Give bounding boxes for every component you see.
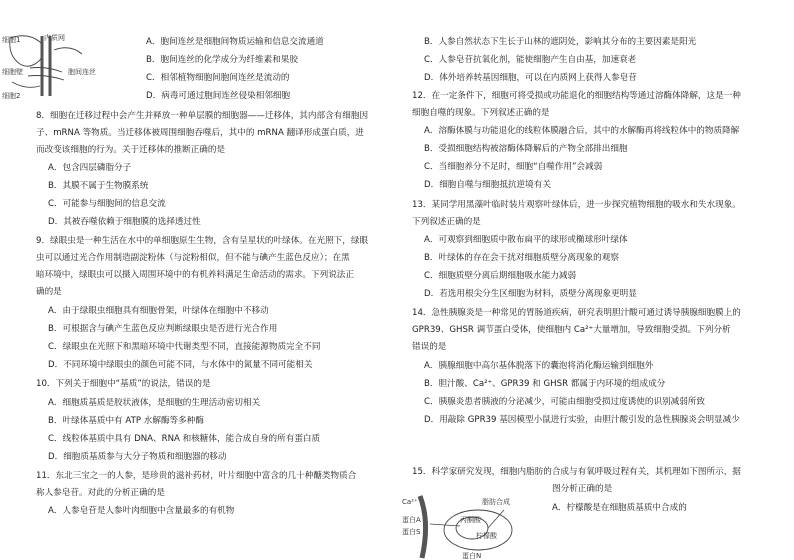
q8-stem-line: 而改变该细胞的行为。关于迁移体的推断正确的是 <box>36 145 226 155</box>
q12-stem-line: 细胞自噬的现象。下列叙述正确的是 <box>412 108 550 118</box>
q14-option-c: C．胰腺炎患者胰液的分泌减少，可能由细胞受损过度诱使的识别减弱所致 <box>424 397 706 407</box>
figure2-label-citrate: 柠檬酸 <box>476 532 497 540</box>
q10-option-b: B．叶绿体基质中有 ATP 水解酶等多种酶 <box>48 416 204 426</box>
q15-stem-line: 图分析正确的是 <box>552 484 613 494</box>
q14-option-d: D．用敲除 GPR39 基因模型小鼠进行实验，由胆汁酸引发的急性胰腺炎会明显减少 <box>424 415 740 425</box>
q15-stem-line: 15．科学家研究发现，细胞内脂肪的合成与有氧呼吸过程有关，其机理如下图所示，据 <box>412 467 741 477</box>
option-b: B．胞间连丝的化学成分为纤维素和果胶 <box>146 55 298 65</box>
q13-stem-line: 13．某同学用黑藻叶临时装片观察叶绿体后，进一步探究植物细胞的吸水和失水现象。 <box>412 200 741 210</box>
q12-option-d: D．细胞自噬与细胞抵抗逆境有关 <box>424 180 551 190</box>
q13-option-c: C．细胞质壁分离后期细胞吸水能力减弱 <box>424 271 577 281</box>
q11-stem-line: 称人参皂苷。对此的分析正确的是 <box>36 488 165 498</box>
q14-option-a: A．胰腺细胞中高尔基体脱落下的囊泡将消化酶运输到细胞外 <box>424 361 654 371</box>
q13-option-d: D．若选用根尖分生区细胞为材料，质壁分离现象更明显 <box>424 289 637 299</box>
q10-stem-line: 10．下列关于细胞中“基质”的说法，错误的是 <box>36 379 211 389</box>
q12-option-b: B．受损细胞结构被溶酶体降解后的产物全部排出细胞 <box>424 144 628 154</box>
q15-option-a: A．柠檬酸是在细胞质基质中合成的 <box>552 503 687 513</box>
option-a: A．胞间连丝是细胞间物质运输和信息交流通道 <box>146 37 324 47</box>
q14-stem-line: 错误的是 <box>412 342 447 352</box>
q12-option-c: C．当细胞养分不足时，细胞“自噬作用”会减弱 <box>424 162 603 172</box>
figure2-label-pyruvate: 丙酮酸 <box>460 516 481 524</box>
q8-option-b: B．其膜不属于生物膜系统 <box>48 181 149 191</box>
q8-stem-line: 子、mRNA 等物质。当迁移体被周围细胞吞噬后，其中的 mRNA 翻译形成蛋白质，进 <box>36 128 364 138</box>
q12-stem-line: 12．在一定条件下，细胞可将受损或功能退化的细胞结构等通过溶酶体降解，这是一种 <box>412 91 741 101</box>
option-d: D．病毒可通过胞间连丝侵染相邻细胞 <box>146 91 291 101</box>
figure2-label-calcium: Ca²⁺ <box>402 498 418 506</box>
q8-option-a: A．包含四层磷脂分子 <box>48 163 132 173</box>
figure2-label-fat-synthesis: 脂肪合成 <box>482 498 510 506</box>
q11-stem-line: 11．东北三宝之一的人参，是珍贵的滋补药材，叶片细胞中富含的几十种醣类物质合 <box>36 471 357 481</box>
q12-option-a: A．溶酶体膜与功能退化的线粒体膜融合后，其中的水解酶再将线粒体中的物质降解 <box>424 126 740 136</box>
figure2-label-protein-s: 蛋白S <box>402 528 421 536</box>
q11-option-d: D．体外培养转基因细胞，可以在内质网上获得人参皂苷 <box>424 73 637 83</box>
q14-option-b: B．胆汁酸、Ca²⁺、GPR39 和 GHSR 都属于内环境的组成成分 <box>424 379 666 389</box>
q8-stem-line: 8．细胞在迁移过程中会产生并释放一种单层膜的细胞器——迁移体，其内部含有细胞因 <box>36 111 369 121</box>
lipid-synthesis-diagram <box>400 492 528 560</box>
figure1-label-er: 内质网 <box>44 34 65 42</box>
figure1-label-cell2: 细胞2 <box>2 92 21 100</box>
q8-option-d: D．其被吞噬依赖于细胞膜的选择透过性 <box>48 217 201 227</box>
q11-option-a: A．人参皂苷是人参叶肉细胞中含量最多的有机物 <box>48 506 235 516</box>
q9-option-a: A．由于绿眼虫细胞具有细胞骨架，叶绿体在细胞中不移动 <box>48 306 269 316</box>
figure1-label-cell-wall: 细胞壁 <box>2 68 23 76</box>
q8-option-c: C．可能参与细胞间的信息交流 <box>48 199 166 209</box>
q11-option-c: C．人参皂苷抗氧化剂，能使细胞产生自由基，加速衰老 <box>424 55 637 65</box>
q14-stem-line: 14．急性胰腺炎是一种常见的胃肠道疾病，研究表明胆汁酸可通过诱导胰腺细胞膜上的 <box>412 308 741 318</box>
q9-option-b: B．可根据含与碘产生蓝色反应判断绿眼虫是否进行光合作用 <box>48 324 278 334</box>
plasmodesmata-diagram <box>0 30 108 100</box>
q10-option-a: A．细胞质基质是胶状液体，是细胞的生理活动密切相关 <box>48 398 261 408</box>
q10-option-d: D．细胞质基质参与大分子物质和细胞器的移动 <box>48 452 227 462</box>
q9-stem-line: 9．绿眼虫是一种生活在水中的单细胞原生生物，含有呈星状的叶绿体。在光照下，绿眼 <box>36 236 369 246</box>
q9-stem-line: 暗环境中，绿眼虫可以摄入周围环境中的有机养料满足生命活动的需求。下列说法正 <box>36 270 354 280</box>
figure1-label-cell1: 细胞1 <box>2 36 21 44</box>
figure2-label-protein-a: 蛋白A <box>402 516 421 524</box>
q13-stem-line: 下列叙述正确的是 <box>412 217 481 227</box>
q10-option-c: C．线粒体基质中具有 DNA、RNA 和核糖体，能合成自身的所有蛋白质 <box>48 434 321 444</box>
q13-option-a: A．可观察到细胞质中散布扁平的球形或椭球形叶绿体 <box>424 235 628 245</box>
q9-option-d: D．不同环境中绿眼虫的颜色可能不同，与水体中的氮量不同可能相关 <box>48 360 313 370</box>
q13-option-b: B．叶绿体的存在会干扰对细胞质壁分离现象的观察 <box>424 253 619 263</box>
q9-stem-line: 确的是 <box>36 287 62 297</box>
q9-stem-line: 虫可以通过光合作用制造副淀粉体（与淀粉相似，但不能与碘产生蓝色反应）；在黑 <box>36 253 350 263</box>
q11-option-b: B．人参自然状态下生长于山林的遮阴处，影响其分布的主要因素是阳光 <box>424 37 697 47</box>
option-c: C．相邻植物细胞间胞间连丝是流动的 <box>146 73 290 83</box>
q9-option-c: C．绿眼虫在光照下和黑暗环境中代谢类型不同，直接能源物质完全不同 <box>48 342 321 352</box>
figure1-label-plasmodesmata: 胞间连丝 <box>68 68 96 76</box>
figure2-label-protein-n: 蛋白N <box>462 552 482 560</box>
q14-stem-line: GPR39、GHSR 调节蛋白受体，使细胞内 Ca²⁺大量增加，导致细胞受损。下列分析 <box>412 325 731 335</box>
